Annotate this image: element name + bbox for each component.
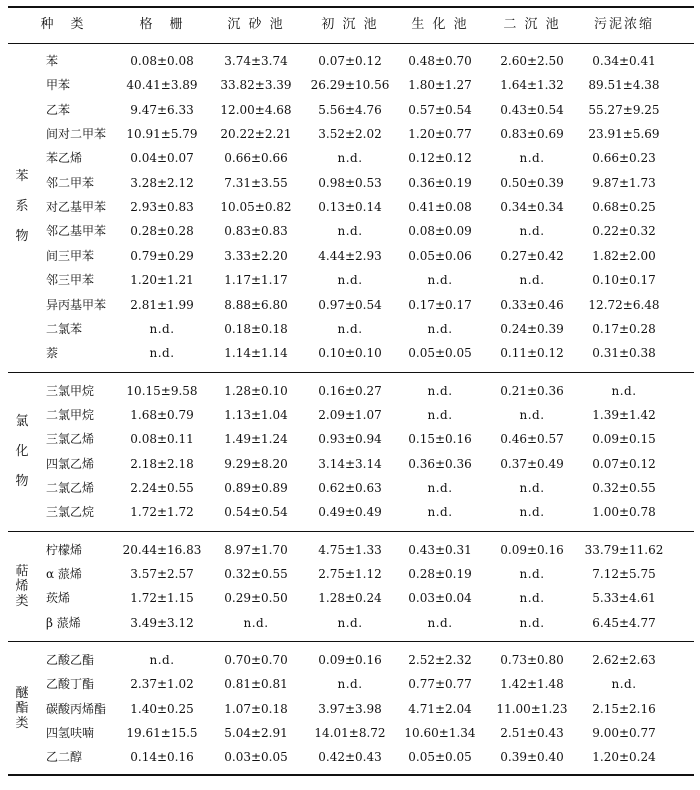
header-column: 格 栅 [139, 17, 185, 32]
value-cell: 1.28±0.10 [224, 383, 288, 398]
compound-name: 苯乙烯 [46, 151, 83, 166]
value-cell: n.d. [519, 151, 545, 166]
value-cell: 5.56±4.76 [318, 102, 382, 117]
value-cell: 0.32±0.55 [224, 567, 288, 581]
value-cell: 1.42±1.48 [500, 677, 564, 692]
value-cell: 0.50±0.39 [500, 175, 564, 190]
value-cell: 5.04±2.91 [224, 726, 288, 741]
category-char: 苯 [15, 169, 29, 185]
value-cell: 0.18±0.18 [224, 321, 288, 336]
value-cell: 12.72±6.48 [588, 297, 660, 312]
compound-name: 四氯乙烯 [46, 456, 95, 471]
table-row [8, 317, 694, 341]
value-cell: 0.81±0.81 [224, 677, 288, 692]
value-cell: 1.20±0.77 [408, 127, 472, 142]
value-cell: 40.41±3.89 [126, 78, 198, 93]
value-cell: 3.52±2.02 [318, 127, 382, 142]
compound-name: 二氯甲烷 [46, 407, 95, 422]
value-cell: n.d. [519, 591, 545, 606]
category-label [8, 564, 36, 609]
value-cell: n.d. [149, 653, 175, 668]
value-cell: 0.57±0.54 [408, 102, 472, 117]
value-cell: 19.61±15.5 [126, 726, 198, 741]
value-cell: 0.39±0.40 [500, 750, 564, 765]
value-cell: 0.31±0.38 [592, 346, 656, 361]
value-cell: 0.03±0.04 [408, 591, 472, 606]
table-row [8, 98, 694, 122]
value-cell: 3.97±3.98 [318, 701, 382, 716]
value-cell: 1.72±1.15 [130, 591, 194, 606]
value-cell: 1.64±1.32 [500, 78, 564, 93]
compound-name: 三氯乙烯 [46, 432, 95, 447]
group-rule [8, 531, 694, 532]
value-cell: 0.48±0.70 [408, 54, 472, 68]
value-cell: 10.91±5.79 [126, 127, 198, 142]
value-cell: 0.10±0.17 [592, 273, 656, 288]
compound-name: 二氯乙烯 [46, 480, 95, 495]
compound-name: 三氯甲烷 [46, 383, 95, 398]
table-row [8, 219, 694, 243]
table-row [8, 648, 694, 672]
value-cell: n.d. [519, 407, 545, 422]
value-cell: 0.42±0.43 [318, 750, 382, 765]
value-cell: 0.79±0.29 [130, 248, 194, 263]
value-cell: 0.07±0.12 [592, 456, 656, 471]
header-column: 二 沉 池 [503, 17, 561, 32]
value-cell: 0.13±0.14 [318, 200, 382, 215]
value-cell: 0.66±0.23 [592, 151, 656, 166]
category-char: 物 [15, 473, 29, 489]
compound-name: 间三甲苯 [46, 248, 95, 263]
value-cell: 0.34±0.41 [592, 54, 656, 68]
compound-name: 三氯乙烷 [46, 505, 95, 520]
group-rule [8, 641, 694, 642]
value-cell: 0.34±0.34 [500, 200, 564, 215]
table-row [8, 403, 694, 427]
category-char: 烯 [15, 578, 29, 594]
table-row [8, 562, 694, 586]
table-row [8, 672, 694, 696]
table-row [8, 146, 694, 170]
compound-name: 间对二甲苯 [46, 127, 107, 142]
value-cell: 0.54±0.54 [224, 505, 288, 520]
value-cell: n.d. [337, 151, 363, 166]
value-cell: 8.88±6.80 [224, 297, 288, 312]
value-cell: 0.12±0.12 [408, 151, 472, 166]
value-cell: n.d. [337, 615, 363, 630]
compound-name: 甲苯 [46, 78, 71, 93]
table-row [8, 244, 694, 268]
value-cell: 1.17±1.17 [224, 273, 288, 288]
value-cell: n.d. [337, 321, 363, 336]
table-row [8, 293, 694, 317]
table-row [8, 586, 694, 610]
header-species: 种 类 [40, 17, 86, 32]
table-row [8, 745, 694, 769]
value-cell: 5.33±4.61 [592, 591, 656, 606]
value-cell: 1.80±1.27 [408, 78, 472, 93]
table-row [8, 721, 694, 745]
value-cell: 0.70±0.70 [224, 653, 288, 668]
value-cell: 1.00±0.78 [592, 505, 656, 520]
value-cell: 0.09±0.15 [592, 432, 656, 447]
category-label [8, 162, 36, 252]
value-cell: 0.37±0.49 [500, 456, 564, 471]
value-cell: n.d. [337, 273, 363, 288]
value-cell: n.d. [337, 677, 363, 692]
category-char: 氯 [15, 413, 29, 429]
value-cell: n.d. [149, 346, 175, 361]
value-cell: 1.13±1.04 [224, 407, 288, 422]
value-cell: 3.57±2.57 [130, 567, 194, 581]
value-cell: 0.08±0.09 [408, 224, 472, 239]
compound-name: 乙二醇 [46, 750, 83, 765]
table-row [8, 476, 694, 500]
value-cell: 4.71±2.04 [408, 701, 472, 716]
value-cell: 14.01±8.72 [314, 726, 386, 741]
value-cell: 0.16±0.27 [318, 383, 382, 398]
value-cell: 0.97±0.54 [318, 297, 382, 312]
value-cell: 0.46±0.57 [500, 432, 564, 447]
value-cell: 3.74±3.74 [224, 54, 288, 68]
value-cell: 2.81±1.99 [130, 297, 194, 312]
value-cell: 2.62±2.63 [592, 653, 656, 668]
value-cell: 55.27±9.25 [588, 102, 660, 117]
header-rule [8, 43, 694, 44]
value-cell: 6.45±4.77 [592, 615, 656, 630]
value-cell: 0.62±0.63 [318, 480, 382, 495]
category-char: 酯 [15, 701, 29, 717]
value-cell: 9.87±1.73 [592, 175, 656, 190]
table-row [8, 195, 694, 219]
table-row [8, 379, 694, 403]
compound-name: 四氢呋喃 [46, 726, 95, 741]
value-cell: 0.27±0.42 [500, 248, 564, 263]
value-cell: 0.10±0.10 [318, 346, 382, 361]
value-cell: 0.05±0.06 [408, 248, 472, 263]
compound-name: 邻二甲苯 [46, 175, 95, 190]
table-row [8, 500, 694, 524]
value-cell: 10.15±9.58 [126, 383, 198, 398]
header-column: 污泥浓缩 [593, 17, 654, 32]
value-cell: 0.29±0.50 [224, 591, 288, 606]
value-cell: n.d. [243, 615, 269, 630]
category-label [8, 686, 36, 731]
value-cell: 0.17±0.17 [408, 297, 472, 312]
value-cell: 0.21±0.36 [500, 383, 564, 398]
category-char: 物 [15, 229, 29, 245]
value-cell: n.d. [337, 224, 363, 239]
value-cell: 4.75±1.33 [318, 542, 382, 557]
category-label [8, 407, 36, 497]
value-cell: 33.82±3.39 [220, 78, 292, 93]
value-cell: n.d. [611, 383, 637, 398]
table-row [8, 611, 694, 635]
value-cell: 0.28±0.19 [408, 567, 472, 581]
category-char: 化 [15, 443, 29, 459]
value-cell: 0.22±0.32 [592, 224, 656, 239]
value-cell: 2.51±0.43 [500, 726, 564, 741]
compound-name: 萘 [46, 346, 59, 361]
value-cell: 1.07±0.18 [224, 701, 288, 716]
header-column: 初 沉 池 [321, 17, 379, 32]
compound-name: β 蒎烯 [46, 615, 81, 630]
value-cell: 0.09±0.16 [500, 542, 564, 557]
value-cell: 0.77±0.77 [408, 677, 472, 692]
compound-name: 碳酸丙烯酯 [46, 701, 107, 716]
value-cell: n.d. [427, 407, 453, 422]
value-cell: 3.14±3.14 [318, 456, 382, 471]
value-cell: 3.49±3.12 [130, 615, 194, 630]
value-cell: 2.52±2.32 [408, 653, 472, 668]
value-cell: 0.83±0.83 [224, 224, 288, 239]
compound-name: 乙苯 [46, 102, 71, 117]
value-cell: 1.49±1.24 [224, 432, 288, 447]
value-cell: 1.28±0.24 [318, 591, 382, 606]
compound-name: 二氯苯 [46, 321, 83, 336]
value-cell: 0.32±0.55 [592, 480, 656, 495]
value-cell: 12.00±4.68 [220, 102, 292, 117]
group-rule [8, 372, 694, 373]
compound-name: 莰烯 [46, 591, 71, 606]
value-cell: 89.51±4.38 [588, 78, 660, 93]
compound-name: α 蒎烯 [46, 567, 82, 581]
value-cell: 0.68±0.25 [592, 200, 656, 215]
compound-name: 乙酸丁酯 [46, 677, 95, 692]
compound-name: 柠檬烯 [46, 542, 83, 557]
table-row [8, 122, 694, 146]
category-char: 萜 [15, 563, 29, 579]
value-cell: 0.05±0.05 [408, 346, 472, 361]
value-cell: n.d. [519, 615, 545, 630]
value-cell: n.d. [427, 383, 453, 398]
header-column: 生 化 池 [411, 17, 469, 32]
value-cell: 2.93±0.83 [130, 200, 194, 215]
value-cell: 0.08±0.08 [130, 54, 194, 68]
value-cell: 0.73±0.80 [500, 653, 564, 668]
value-cell: 0.04±0.07 [130, 151, 194, 166]
compound-name: 邻三甲苯 [46, 273, 95, 288]
compound-name: 异丙基甲苯 [46, 297, 107, 312]
category-char: 醚 [15, 686, 29, 702]
value-cell: 9.47±6.33 [130, 102, 194, 117]
value-cell: 0.28±0.28 [130, 224, 194, 239]
table-row [8, 73, 694, 97]
value-cell: 0.83±0.69 [500, 127, 564, 142]
table-row [8, 268, 694, 292]
value-cell: n.d. [427, 273, 453, 288]
category-char: 类 [15, 593, 29, 609]
value-cell: 9.29±8.20 [224, 456, 288, 471]
table-row [8, 427, 694, 451]
compound-name: 苯 [46, 54, 59, 68]
value-cell: 0.05±0.05 [408, 750, 472, 765]
table-row [8, 171, 694, 195]
value-cell: 0.89±0.89 [224, 480, 288, 495]
value-cell: n.d. [519, 505, 545, 520]
value-cell: 0.36±0.36 [408, 456, 472, 471]
value-cell: 2.24±0.55 [130, 480, 194, 495]
value-cell: 10.05±0.82 [220, 200, 292, 215]
value-cell: 9.00±0.77 [592, 726, 656, 741]
value-cell: n.d. [427, 480, 453, 495]
value-cell: 1.39±1.42 [592, 407, 656, 422]
value-cell: 1.68±0.79 [130, 407, 194, 422]
value-cell: 20.44±16.83 [122, 542, 202, 557]
value-cell: 1.14±1.14 [224, 346, 288, 361]
value-cell: 1.20±0.24 [592, 750, 656, 765]
value-cell: 0.11±0.12 [500, 346, 564, 361]
value-cell: 1.72±1.72 [130, 505, 194, 520]
value-cell: 2.18±2.18 [130, 456, 194, 471]
category-char: 类 [15, 716, 29, 732]
value-cell: 2.37±1.02 [130, 677, 194, 692]
value-cell: n.d. [427, 321, 453, 336]
value-cell: 7.31±3.55 [224, 175, 288, 190]
category-char: 系 [15, 199, 29, 215]
value-cell: 8.97±1.70 [224, 542, 288, 557]
value-cell: n.d. [519, 480, 545, 495]
value-cell: 0.07±0.12 [318, 54, 382, 68]
header-column: 沉 砂 池 [227, 17, 285, 32]
compound-name: 对乙基甲苯 [46, 200, 107, 215]
value-cell: n.d. [519, 273, 545, 288]
value-cell: 0.43±0.54 [500, 102, 564, 117]
value-cell: 3.28±2.12 [130, 175, 194, 190]
value-cell: 0.49±0.49 [318, 505, 382, 520]
value-cell: 23.91±5.69 [588, 127, 660, 142]
value-cell: 0.33±0.46 [500, 297, 564, 312]
value-cell: 0.17±0.28 [592, 321, 656, 336]
value-cell: 0.08±0.11 [130, 432, 194, 447]
value-cell: 20.22±2.21 [220, 127, 292, 142]
value-cell: 0.98±0.53 [318, 175, 382, 190]
table-row [8, 697, 694, 721]
value-cell: 10.60±1.34 [404, 726, 476, 741]
value-cell: 2.09±1.07 [318, 407, 382, 422]
value-cell: 0.36±0.19 [408, 175, 472, 190]
table-row [8, 452, 694, 476]
compound-name: 邻乙基甲苯 [46, 224, 107, 239]
value-cell: 1.82±2.00 [592, 248, 656, 263]
value-cell: 0.09±0.16 [318, 653, 382, 668]
value-cell: 0.24±0.39 [500, 321, 564, 336]
value-cell: 0.93±0.94 [318, 432, 382, 447]
value-cell: n.d. [149, 321, 175, 336]
value-cell: 11.00±1.23 [496, 701, 568, 716]
value-cell: n.d. [427, 615, 453, 630]
value-cell: 26.29±10.56 [310, 78, 390, 93]
value-cell: 0.14±0.16 [130, 750, 194, 765]
value-cell: 4.44±2.93 [318, 248, 382, 263]
value-cell: 0.66±0.66 [224, 151, 288, 166]
bottom-rule [8, 774, 694, 776]
value-cell: 2.15±2.16 [592, 701, 656, 716]
value-cell: n.d. [611, 677, 637, 692]
value-cell: 1.20±1.21 [130, 273, 194, 288]
table-row [8, 538, 694, 562]
value-cell: 0.15±0.16 [408, 432, 472, 447]
value-cell: n.d. [519, 224, 545, 239]
header-row [8, 8, 694, 42]
value-cell: 2.75±1.12 [318, 567, 382, 581]
value-cell: n.d. [519, 567, 545, 581]
value-cell: 0.03±0.05 [224, 750, 288, 765]
value-cell: 33.79±11.62 [584, 542, 664, 557]
value-cell: 0.43±0.31 [408, 542, 472, 557]
value-cell: 3.33±2.20 [224, 248, 288, 263]
table-row [8, 341, 694, 365]
value-cell: 2.60±2.50 [500, 54, 564, 68]
value-cell: 0.41±0.08 [408, 200, 472, 215]
value-cell: 7.12±5.75 [592, 567, 656, 581]
value-cell: 1.40±0.25 [130, 701, 194, 716]
compound-name: 乙酸乙酯 [46, 653, 95, 668]
table-row [8, 49, 694, 73]
value-cell: n.d. [427, 505, 453, 520]
